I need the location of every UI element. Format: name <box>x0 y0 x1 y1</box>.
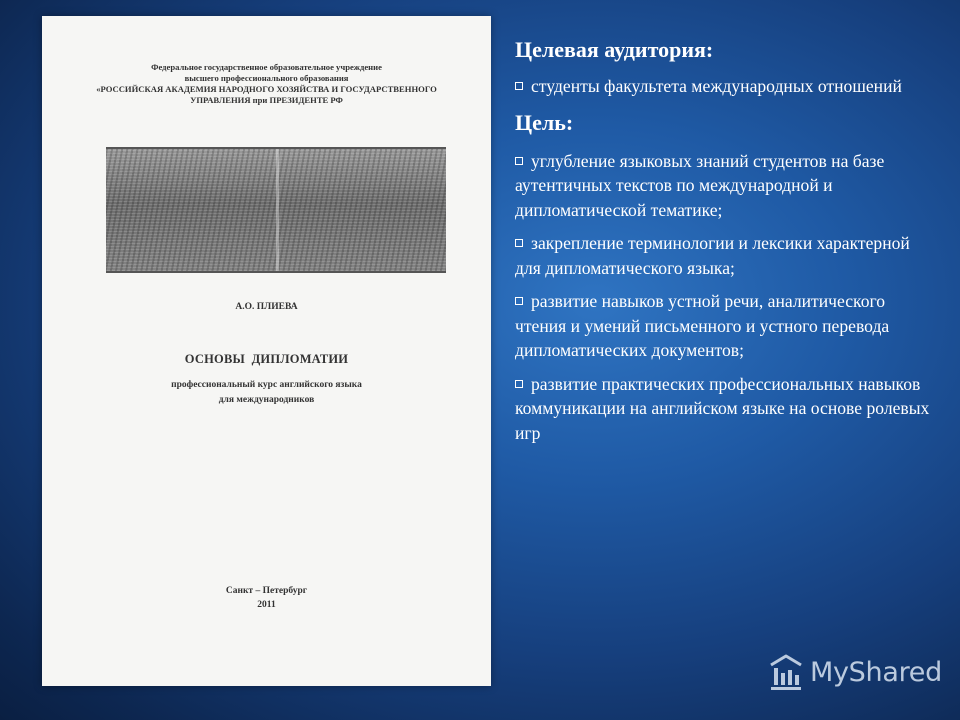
cover-author: А.О. ПЛИЕВА <box>235 302 298 312</box>
myshared-logo[interactable] <box>768 652 942 692</box>
engraving-fold <box>276 149 279 271</box>
audience-item <box>515 74 935 99</box>
square-bullet-icon <box>515 82 523 90</box>
goal-item <box>515 372 935 446</box>
goal-item <box>515 289 935 363</box>
cover-subtitle <box>42 378 491 408</box>
square-bullet-icon <box>515 380 523 388</box>
cover-subtitle-line: для международников <box>218 395 315 405</box>
goal-item-text: закрепление терминологии и лексики характерной для дипломатического языка; <box>515 233 910 278</box>
square-bullet-icon <box>515 157 523 165</box>
slide-content <box>515 28 935 454</box>
cover-institution-line: Федеральное государственное образовательное учреждение <box>151 62 382 72</box>
goal-item-text: развитие практических профессиональных навыков коммуникации на английском языке на основе ролевых игр <box>515 373 930 443</box>
cover-year: 2011 <box>257 600 276 610</box>
goal-item <box>515 149 935 223</box>
cover-city: Санкт – Петербург <box>225 586 308 596</box>
cover-engraving-illustration <box>106 147 446 273</box>
goal-item-text: углубление языковых знаний студентов на базе аутентичных текстов по международной и дипломатической тематике; <box>515 150 885 220</box>
cover-title: ОСНОВЫ ДИПЛОМАТИИ <box>184 352 349 366</box>
audience-heading: Целевая аудитория: <box>515 37 714 62</box>
audience-item-text: студенты факультета международных отношений <box>531 76 902 96</box>
book-cover-image <box>42 16 491 686</box>
goal-heading: Цель: <box>515 109 574 135</box>
cover-institution-line: высшего профессионального образования <box>184 73 349 83</box>
square-bullet-icon <box>515 297 523 305</box>
cover-institution-line: «РОССИЙСКАЯ АКАДЕМИЯ НАРОДНОГО ХОЗЯЙСТВА И ГОСУДАРСТВЕННОГО <box>96 84 437 94</box>
goal-item <box>515 231 935 280</box>
square-bullet-icon <box>515 239 523 247</box>
logo-text: MyShared <box>810 656 942 688</box>
cover-imprint <box>42 584 491 612</box>
myshared-logo-icon <box>768 653 804 691</box>
cover-institution <box>42 62 491 106</box>
goal-item-text: развитие навыков устной речи, аналитического чтения и умений письменного и устного перевода дипломатических документов; <box>515 291 890 360</box>
cover-institution-line: УПРАВЛЕНИЯ при ПРЕЗИДЕНТЕ РФ <box>190 95 343 105</box>
cover-subtitle-line: профессиональный курс английского языка <box>171 380 362 390</box>
